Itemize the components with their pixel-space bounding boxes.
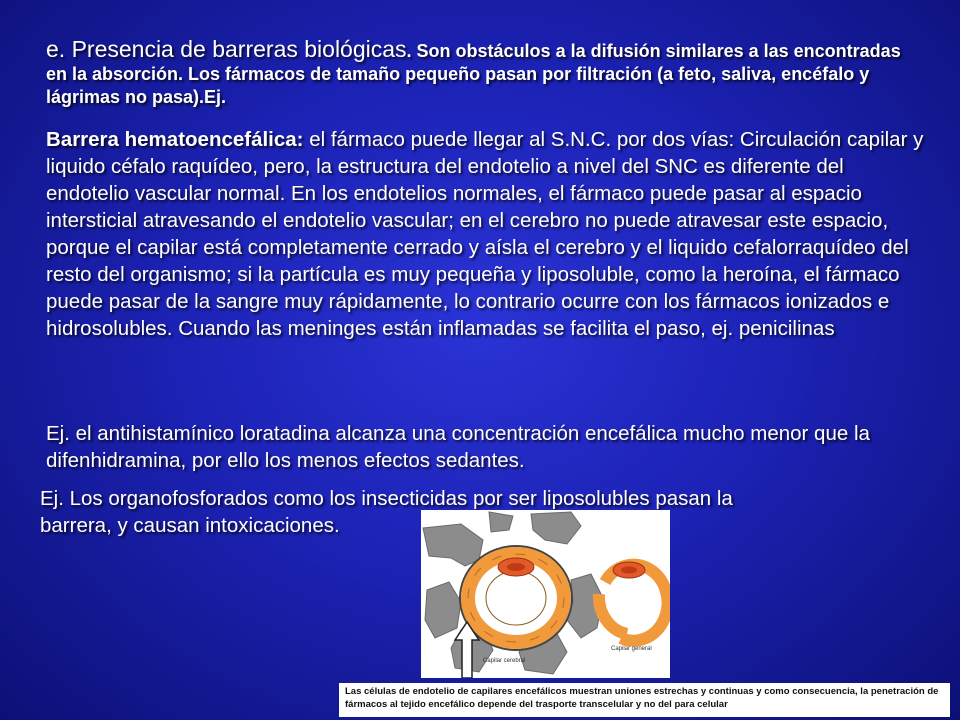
brain-capillary [460,546,572,650]
paragraph-blood-brain-barrier [46,126,926,342]
term-blood-brain-barrier: Barrera hematoencefálica: [46,128,304,151]
paragraph-biological-barriers [46,38,926,109]
label-brain-capillary: Capilar cerebral [483,658,526,664]
paragraph-heading: e. Presencia de barreras biológicas [46,36,407,62]
paragraph-body: el fármaco puede llegar al S.N.C. por dos vías: Circulación capilar y liquido céfalo raquídeo, pero, la estructura del endotelio a nivel del SNC es diferente del endotelio vascular normal. En los endotelios normales, el fármaco puede pasar al espacio intersticial atravesando el endotelio vascular; en el cerebro no puede atravesar este espacio, porque el capilar está completamente cerrado y aísla el cerebro y el liquido cefalorraquídeo del resto del organismo; si la partícula es muy pequeña y liposoluble, como la heroína, el fármaco puede pasar de la sangre muy rápidamente, lo contrario ocurre con los fármacos ionizados e hidrosolubles. Cuando las meninges están inflamadas se facilita el paso, ej. penicilinas [46,128,924,340]
general-capillary [599,562,668,641]
paragraph-line: barrera, y causan intoxicaciones. [40,514,340,537]
label-general-capillary: Capilar general [611,646,652,652]
capillary-diagram [421,510,670,678]
figure-caption: Las células de endotelio de capilares encefálicos muestran uniones estrechas y continuas y como consecuencia, la penetración de fármacos al tejido encefálico depende del trasporte transcelular y no del para celular [339,683,950,717]
capillary-diagram-svg [421,510,670,678]
paragraph-example-loratadine: Ej. el antihistamínico loratadina alcanza una concentración encefálica mucho menor que la difenhidramina, por ello los menos efectos sedantes. [46,422,870,472]
paragraph-line: Ej. Los organofosforados como los insecticidas por ser liposolubles pasan la [40,487,733,510]
paragraph-body: . Son obstáculos a la difusión similares a las encontradas en la absorción. Los fármacos de tamaño pequeño pasan por filtración (a feto, saliva, encéfalo y lágrimas no pasa).Ej. [46,41,901,107]
